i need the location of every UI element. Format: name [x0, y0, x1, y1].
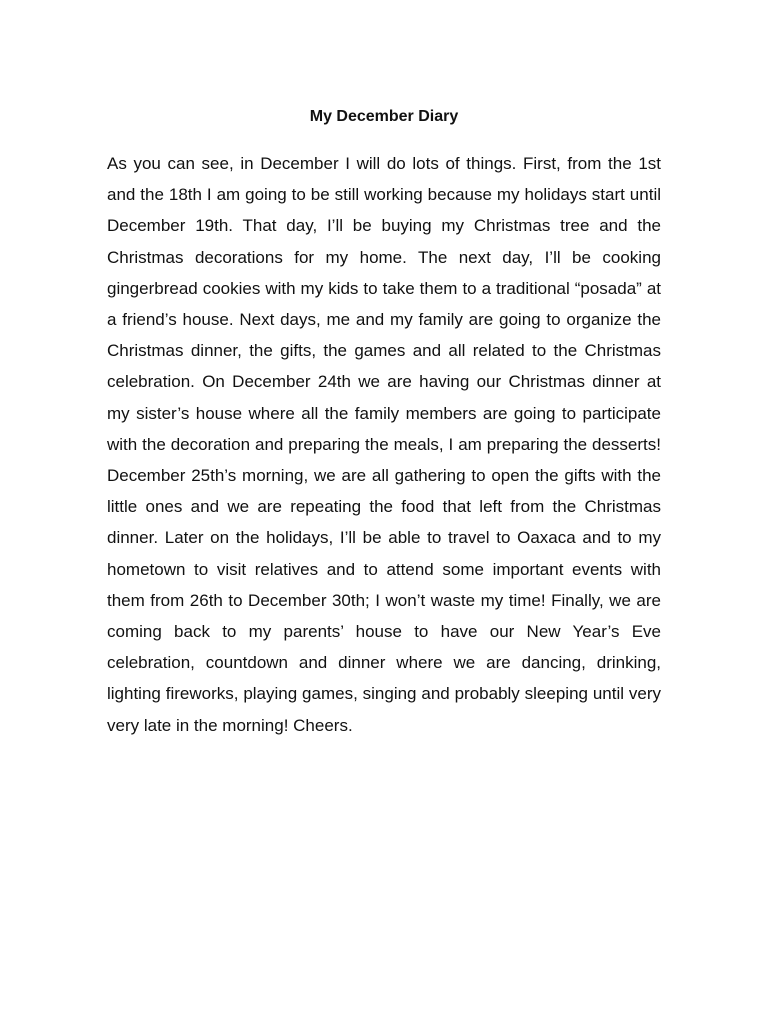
document-title: My December Diary	[309, 108, 459, 125]
document-body-paragraph: As you can see, in December I will do lots of things. First, from the 1st and the 18th I am going to be still working because my holidays start until December 19th. That day, I’ll be buying my Christmas tree and the Christmas decorations for my home. The next day, I’ll be cooking gingerbread cookies with my kids to take them to a traditional “posada” at a friend’s house. Next days, me and my family are going to organize the Christmas dinner, the gifts, the games and all related to the Christmas celebration. On December 24th we are having our Christmas dinner at my sister’s house where all the family members are going to participate with the decoration and preparing the meals, I am preparing the desserts! December 25th’s morning, we are all gathering to open the gifts with the little ones and we are repeating the food that left from the Christmas dinner. Later on the holidays, I’ll be able to travel to Oaxaca and to my hometown to visit relatives and to attend some important events with them from 26th to December 30th; I won’t waste my time! Finally, we are coming back to my parents’ house to have our New Year’s Eve celebration, countdown and dinner where we are dancing, drinking, lighting fireworks, playing games, singing and probably sleeping until very very late in the morning! Cheers.	[107, 154, 661, 735]
